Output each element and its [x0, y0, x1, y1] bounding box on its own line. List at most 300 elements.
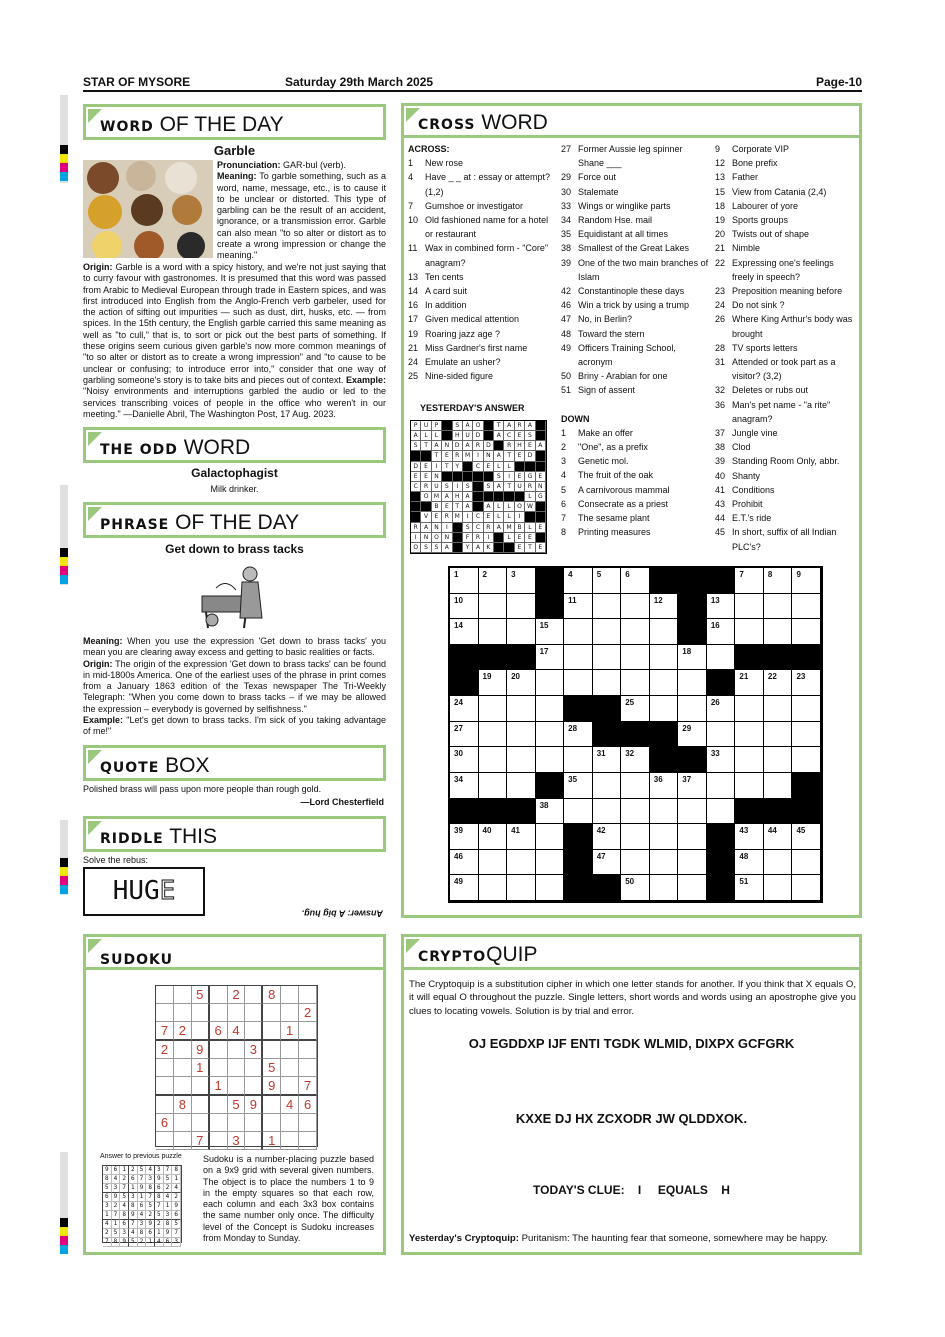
sudoku-cell[interactable]	[228, 1059, 246, 1077]
answer-cell: G	[536, 492, 546, 502]
crossword-cell[interactable]	[507, 875, 536, 901]
answer-cell: U	[421, 421, 431, 431]
sudoku-cell[interactable]	[192, 1096, 210, 1114]
crossword-cell[interactable]: 11	[564, 594, 593, 620]
crossword-cell[interactable]: 28	[564, 722, 593, 748]
crossword-cell[interactable]	[792, 619, 821, 645]
answer-cell: E	[536, 543, 546, 553]
crossword-cell[interactable]	[735, 722, 764, 748]
crossword-cell[interactable]	[792, 696, 821, 722]
crossword-cell	[621, 722, 650, 748]
sudoku-cell[interactable]: 1	[192, 1059, 210, 1077]
sudoku-answer-cell: 9	[172, 1202, 181, 1211]
crossword-cell[interactable]	[593, 670, 622, 696]
crossword-cell[interactable]: 14	[450, 619, 479, 645]
sudoku-cell[interactable]: 5	[192, 986, 210, 1004]
crossword-cell[interactable]	[678, 799, 707, 825]
answer-cell	[494, 543, 504, 553]
crossword-cell[interactable]: 46	[450, 850, 479, 876]
sudoku-cell[interactable]: 2	[156, 1041, 174, 1059]
crossword-cell[interactable]: 24	[450, 696, 479, 722]
sudoku-cell[interactable]	[299, 1059, 317, 1077]
crossword-cell[interactable]	[792, 594, 821, 620]
crossword-cell[interactable]	[507, 773, 536, 799]
crossword-cell[interactable]	[764, 619, 793, 645]
answer-cell: A	[504, 421, 514, 431]
sudoku-cell[interactable]	[263, 1114, 281, 1132]
crossword-cell[interactable]	[593, 645, 622, 671]
sudoku-cell[interactable]	[228, 1004, 246, 1022]
sudoku-cell[interactable]	[156, 1059, 174, 1077]
crossword-cell[interactable]	[678, 670, 707, 696]
sudoku-cell[interactable]	[228, 1077, 246, 1096]
crossword-cell[interactable]: 12	[650, 594, 679, 620]
answer-cell	[453, 472, 463, 482]
sudoku-cell[interactable]	[156, 986, 174, 1004]
crossword-cell[interactable]	[621, 824, 650, 850]
crossword-cell[interactable]	[479, 619, 508, 645]
answer-cell: N	[432, 472, 442, 482]
crossword-cell[interactable]	[536, 850, 565, 876]
crossword-cell[interactable]	[764, 875, 793, 901]
clue: 34 Random Hse. mail	[561, 215, 653, 226]
answer-cell: S	[463, 482, 473, 492]
clue: 3 Genetic mol.	[561, 456, 629, 467]
sudoku-cell[interactable]	[210, 986, 228, 1004]
crossword-cell[interactable]: 8	[764, 568, 793, 594]
sudoku-answer-cell: 4	[146, 1166, 155, 1175]
crossword-cell[interactable]	[536, 722, 565, 748]
crossword-cell[interactable]	[507, 696, 536, 722]
crossword-cell[interactable]	[650, 850, 679, 876]
crossword-cell[interactable]	[536, 696, 565, 722]
crossword-cell[interactable]: 48	[735, 850, 764, 876]
crossword-cell[interactable]: 44	[764, 824, 793, 850]
answer-cell: R	[421, 482, 431, 492]
sudoku-cell[interactable]: 9	[192, 1041, 210, 1059]
clue: 4 Have _ _ at : essay or attempt? (1,2)	[408, 172, 551, 197]
crossword-cell[interactable]	[764, 850, 793, 876]
sudoku-cell[interactable]	[281, 1004, 299, 1022]
sudoku-cell[interactable]	[245, 1077, 263, 1096]
sudoku-answer-cell: 5	[172, 1220, 181, 1229]
sudoku-cell[interactable]	[281, 1132, 299, 1150]
crossword-cell[interactable]: 2	[479, 568, 508, 594]
sudoku-cell[interactable]	[174, 1041, 192, 1059]
sudoku-cell[interactable]	[299, 1114, 317, 1132]
crossword-cell[interactable]	[536, 824, 565, 850]
sudoku-cell[interactable]	[210, 1114, 228, 1132]
crossword-cell[interactable]	[764, 722, 793, 748]
crossword-cell	[792, 645, 821, 671]
crossword-cell[interactable]: 26	[707, 696, 736, 722]
sudoku-cell[interactable]	[174, 986, 192, 1004]
crossword-cell[interactable]: 1	[450, 568, 479, 594]
registration-strip	[60, 1152, 68, 1252]
crossword-cell[interactable]	[536, 747, 565, 773]
crossword-cell[interactable]	[479, 696, 508, 722]
answer-cell: M	[432, 492, 442, 502]
crossword-cell[interactable]	[621, 670, 650, 696]
yesterday-answer-label: YESTERDAY'S ANSWER	[420, 403, 525, 413]
answer-cell: T	[504, 451, 514, 461]
sudoku-answer-cell: 2	[129, 1166, 138, 1175]
crossword-cell[interactable]	[650, 619, 679, 645]
answer-cell: D	[525, 451, 535, 461]
crossword-cell[interactable]	[678, 850, 707, 876]
crossword-cell[interactable]: 20	[507, 670, 536, 696]
sudoku-cell[interactable]	[174, 1077, 192, 1096]
sudoku-cell[interactable]	[156, 1077, 174, 1096]
clue: 27 Former Aussie leg spinner Shane ___	[561, 144, 683, 169]
crossword-cell[interactable]	[735, 773, 764, 799]
sudoku-cell[interactable]: 1	[210, 1077, 228, 1096]
sudoku-answer-cell: 3	[164, 1211, 173, 1220]
crossword-cell[interactable]	[707, 722, 736, 748]
crossword-cell[interactable]: 23	[792, 670, 821, 696]
sudoku-cell[interactable]: 4	[228, 1022, 246, 1041]
crossword-cell[interactable]	[564, 619, 593, 645]
sudoku-cell[interactable]	[156, 1132, 174, 1150]
sudoku-cell[interactable]: 3	[228, 1132, 246, 1150]
answer-cell	[484, 421, 494, 431]
crossword-cell[interactable]: 40	[479, 824, 508, 850]
sudoku-cell[interactable]	[228, 1114, 246, 1132]
sudoku-answer-cell: 4	[129, 1229, 138, 1238]
crossword-cell[interactable]	[593, 773, 622, 799]
crossword-cell	[678, 594, 707, 620]
sudoku-answer-cell: 3	[146, 1175, 155, 1184]
crossword-cell[interactable]: 35	[564, 773, 593, 799]
crossword-cell[interactable]: 4	[564, 568, 593, 594]
sudoku-cell[interactable]	[210, 1004, 228, 1022]
sudoku-answer-cell: 6	[164, 1238, 173, 1247]
crossword-cell[interactable]	[650, 645, 679, 671]
sudoku-cell[interactable]	[192, 1022, 210, 1041]
crossword-cell[interactable]	[593, 799, 622, 825]
sudoku-cell[interactable]: 9	[263, 1077, 281, 1096]
crossword-cell[interactable]: 31	[593, 747, 622, 773]
sudoku-cell[interactable]: 2	[228, 986, 246, 1004]
crossword-cell[interactable]	[507, 747, 536, 773]
sudoku-cell[interactable]	[192, 1004, 210, 1022]
sudoku-cell[interactable]	[299, 1041, 317, 1059]
crossword-cell[interactable]: 37	[678, 773, 707, 799]
crossword-cell[interactable]: 50	[621, 875, 650, 901]
brass-tacks-illustration	[196, 558, 270, 632]
crossword-cell[interactable]	[650, 670, 679, 696]
crossword-cell	[792, 773, 821, 799]
sudoku-cell[interactable]: 6	[210, 1022, 228, 1041]
sudoku-answer-cell: 7	[138, 1175, 147, 1184]
sudoku-cell[interactable]	[174, 1114, 192, 1132]
answer-cell: L	[494, 462, 504, 472]
crossword-cell[interactable]: 22	[764, 670, 793, 696]
crossword-cell[interactable]	[479, 850, 508, 876]
answer-cell: C	[411, 482, 421, 492]
crossword-cell[interactable]: 5	[593, 568, 622, 594]
crossword-cell[interactable]	[507, 594, 536, 620]
crossword-cell[interactable]	[735, 747, 764, 773]
answer-cell: I	[432, 462, 442, 472]
clue: 8 Printing measures	[561, 527, 651, 538]
sudoku-answer-cell: 8	[155, 1193, 164, 1202]
crossword-cell	[678, 568, 707, 594]
sudoku-cell[interactable]: 8	[174, 1096, 192, 1114]
sudoku-answer-cell: 2	[146, 1211, 155, 1220]
sudoku-cell[interactable]: 7	[156, 1022, 174, 1041]
crossword-cell[interactable]	[650, 799, 679, 825]
answer-cell: S	[453, 421, 463, 431]
sudoku-answer-cell: 1	[164, 1202, 173, 1211]
crossword-cell[interactable]	[735, 696, 764, 722]
sudoku-cell[interactable]	[156, 1096, 174, 1114]
clue: 2 "One", as a prefix	[561, 442, 648, 453]
sudoku-cell[interactable]	[299, 1022, 317, 1041]
sudoku-answer-cell: 4	[112, 1175, 121, 1184]
sudoku-cell[interactable]	[174, 1059, 192, 1077]
crossword-cell[interactable]: 49	[450, 875, 479, 901]
answer-cell: O	[432, 533, 442, 543]
sudoku-answer-label: Answer to previous puzzle	[100, 1153, 182, 1160]
crossword-cell[interactable]	[707, 773, 736, 799]
crossword-cell	[593, 722, 622, 748]
crossword-cell[interactable]: 43	[735, 824, 764, 850]
sudoku-answer-cell: 3	[129, 1193, 138, 1202]
crossword-cell[interactable]: 38	[536, 799, 565, 825]
answer-cell: C	[473, 523, 483, 533]
crossword-cell[interactable]	[479, 773, 508, 799]
crossword-cell[interactable]	[764, 594, 793, 620]
answer-cell: E	[536, 472, 546, 482]
crossword-cell[interactable]	[764, 747, 793, 773]
sudoku-cell[interactable]: 6	[299, 1096, 317, 1114]
crossword-cell[interactable]	[764, 773, 793, 799]
sudoku-cell[interactable]	[263, 1096, 281, 1114]
answer-cell: L	[504, 512, 514, 522]
answer-cell: W	[525, 502, 535, 512]
sudoku-cell[interactable]	[281, 1114, 299, 1132]
crossword-cell[interactable]	[593, 594, 622, 620]
crossword-cell[interactable]: 9	[792, 568, 821, 594]
crossword-cell[interactable]	[564, 747, 593, 773]
sudoku-answer-cell: 9	[146, 1220, 155, 1229]
crossword-cell[interactable]: 6	[621, 568, 650, 594]
crossword-cell[interactable]: 3	[507, 568, 536, 594]
crossword-cell[interactable]: 15	[536, 619, 565, 645]
sudoku-answer-cell: 1	[138, 1193, 147, 1202]
crossword-cell[interactable]	[507, 850, 536, 876]
crossword-cell[interactable]: 13	[707, 594, 736, 620]
sudoku-cell[interactable]	[281, 1077, 299, 1096]
sudoku-cell[interactable]: 7	[299, 1077, 317, 1096]
crossword-cell[interactable]: 19	[479, 670, 508, 696]
clue: 39 One of the two main branches of Islam	[561, 257, 709, 282]
sudoku-cell[interactable]: 2	[299, 1004, 317, 1022]
crossword-cell[interactable]: 29	[678, 722, 707, 748]
crossword-cell[interactable]	[621, 773, 650, 799]
sudoku-cell[interactable]	[210, 1096, 228, 1114]
clue: 19 Sports groups	[715, 215, 789, 226]
sudoku-cell[interactable]	[263, 1004, 281, 1022]
page-header	[83, 74, 862, 90]
sudoku-answer-cell: 1	[172, 1175, 181, 1184]
crossword-cell[interactable]: 47	[593, 850, 622, 876]
answer-cell	[473, 492, 483, 502]
answer-cell: S	[421, 543, 431, 553]
crossword-cell[interactable]	[792, 722, 821, 748]
sudoku-answer-cell: 4	[120, 1202, 129, 1211]
sudoku-cell[interactable]: 6	[156, 1114, 174, 1132]
sudoku-cell[interactable]	[245, 986, 263, 1004]
crossword-cell[interactable]: 45	[792, 824, 821, 850]
sudoku-grid[interactable]	[155, 985, 318, 1147]
sudoku-cell[interactable]: 2	[174, 1022, 192, 1041]
crossword-cell[interactable]: 36	[650, 773, 679, 799]
sudoku-answer-cell: 5	[146, 1202, 155, 1211]
crossword-cell[interactable]: 41	[507, 824, 536, 850]
crossword-grid[interactable]	[448, 566, 823, 903]
sudoku-cell[interactable]	[263, 1041, 281, 1059]
sudoku-answer-cell: 7	[129, 1220, 138, 1229]
crossword-cell[interactable]	[479, 722, 508, 748]
answer-cell: R	[525, 482, 535, 492]
sudoku-cell[interactable]	[174, 1132, 192, 1150]
sudoku-cell[interactable]	[245, 1004, 263, 1022]
crossword-cell[interactable]: 10	[450, 594, 479, 620]
answer-cell	[442, 431, 452, 441]
crossword-cell[interactable]	[507, 722, 536, 748]
crossword-cell[interactable]	[707, 645, 736, 671]
crossword-cell[interactable]	[792, 850, 821, 876]
sudoku-cell[interactable]	[281, 1041, 299, 1059]
crossword-cell[interactable]: 42	[593, 824, 622, 850]
crossword-cell[interactable]	[764, 696, 793, 722]
sudoku-cell[interactable]	[299, 1132, 317, 1150]
crossword-cell[interactable]	[564, 645, 593, 671]
crossword-cell[interactable]	[479, 875, 508, 901]
crossword-cell[interactable]	[564, 670, 593, 696]
crossword-cell[interactable]: 27	[450, 722, 479, 748]
sudoku-cell[interactable]: 7	[192, 1132, 210, 1150]
crossword-cell[interactable]: 32	[621, 747, 650, 773]
sudoku-cell[interactable]	[210, 1041, 228, 1059]
yesterday-answer-grid	[410, 420, 547, 554]
clue: 45 In short, suffix of all Indian PLC's?	[715, 527, 837, 552]
crossword-cell[interactable]	[479, 594, 508, 620]
crossword-cell[interactable]: 21	[735, 670, 764, 696]
crossword-cell[interactable]	[792, 747, 821, 773]
crossword-cell[interactable]: 7	[735, 568, 764, 594]
sudoku-cell[interactable]	[245, 1114, 263, 1132]
spice-jars-image	[83, 160, 213, 258]
sudoku-cell[interactable]: 5	[263, 1059, 281, 1077]
sudoku-cell[interactable]: 8	[263, 986, 281, 1004]
crossword-cell[interactable]	[536, 875, 565, 901]
crossword-cell[interactable]	[792, 875, 821, 901]
page-number: Page-10	[815, 75, 862, 89]
crossword-cell[interactable]: 18	[678, 645, 707, 671]
sudoku-cell[interactable]: 4	[281, 1096, 299, 1114]
answer-cell: R	[484, 523, 494, 533]
crossword-cell[interactable]: 39	[450, 824, 479, 850]
crossword-cell[interactable]	[593, 619, 622, 645]
sudoku-answer-cell: 2	[155, 1220, 164, 1229]
crossword-cell	[678, 619, 707, 645]
sudoku-cell[interactable]: 3	[245, 1041, 263, 1059]
sudoku-answer-cell: 8	[146, 1184, 155, 1193]
sudoku-cell[interactable]: 9	[245, 1096, 263, 1114]
sudoku-cell[interactable]	[245, 1059, 263, 1077]
answer-cell: S	[494, 472, 504, 482]
clue: 26 Where King Arthur's body was brought	[715, 314, 853, 339]
crossword-cell[interactable]	[678, 696, 707, 722]
sudoku-cell[interactable]	[281, 1059, 299, 1077]
crossword-cell[interactable]	[735, 594, 764, 620]
crossword-cell[interactable]	[707, 799, 736, 825]
crossword-cell[interactable]	[621, 645, 650, 671]
crossword-cell[interactable]	[678, 875, 707, 901]
crossword-cell[interactable]	[678, 824, 707, 850]
sudoku-cell[interactable]	[263, 1022, 281, 1041]
crossword-cell[interactable]	[735, 619, 764, 645]
sudoku-answer-cell: 8	[120, 1211, 129, 1220]
answer-cell: I	[453, 482, 463, 492]
sudoku-cell[interactable]	[228, 1041, 246, 1059]
crossword-cell[interactable]: 51	[735, 875, 764, 901]
crossword-cell	[507, 645, 536, 671]
sudoku-cell[interactable]	[245, 1022, 263, 1041]
sudoku-cell[interactable]	[210, 1132, 228, 1150]
sudoku-cell[interactable]	[174, 1004, 192, 1022]
answer-cell: I	[504, 472, 514, 482]
crossword-cell[interactable]	[621, 850, 650, 876]
crossword-cell[interactable]	[650, 824, 679, 850]
sudoku-cell[interactable]	[156, 1004, 174, 1022]
sudoku-cell[interactable]: 5	[228, 1096, 246, 1114]
crossword-cell[interactable]: 16	[707, 619, 736, 645]
crossword-cell[interactable]	[536, 670, 565, 696]
crossword-cell[interactable]: 33	[707, 747, 736, 773]
crossword-cell[interactable]: 34	[450, 773, 479, 799]
crossword-cell[interactable]: 30	[450, 747, 479, 773]
crossword-cell[interactable]	[650, 696, 679, 722]
sudoku-cell[interactable]	[299, 986, 317, 1004]
sudoku-answer-cell: 9	[155, 1175, 164, 1184]
sudoku-cell[interactable]: 1	[263, 1132, 281, 1150]
word-of-day-banner: WORD OF THE DAY	[83, 104, 386, 140]
sudoku-cell[interactable]	[281, 986, 299, 1004]
sudoku-cell[interactable]	[192, 1077, 210, 1096]
sudoku-cell[interactable]	[245, 1132, 263, 1150]
crossword-cell[interactable]	[479, 747, 508, 773]
crossword-cell[interactable]	[507, 619, 536, 645]
sudoku-cell[interactable]	[192, 1114, 210, 1132]
sudoku-cell[interactable]: 1	[281, 1022, 299, 1041]
crossword-cell[interactable]	[564, 799, 593, 825]
answer-cell: E	[484, 462, 494, 472]
crossword-cell[interactable]: 25	[621, 696, 650, 722]
riddle-banner: RIDDLE THIS	[83, 816, 386, 852]
answer-cell: N	[442, 533, 452, 543]
crossword-cell[interactable]: 17	[536, 645, 565, 671]
crossword-cell[interactable]	[621, 594, 650, 620]
crossword-cell[interactable]	[650, 875, 679, 901]
crossword-cell[interactable]	[621, 619, 650, 645]
sudoku-answer-cell: 2	[112, 1202, 121, 1211]
crossword-cell[interactable]	[621, 799, 650, 825]
sudoku-cell[interactable]	[210, 1059, 228, 1077]
